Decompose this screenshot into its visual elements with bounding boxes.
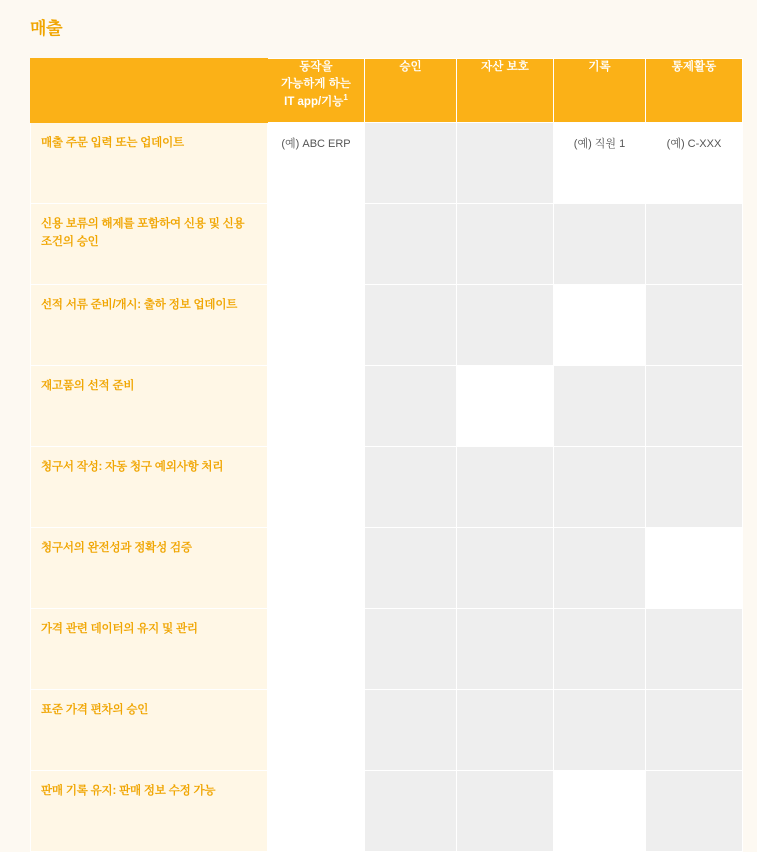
matrix-cell: (예) ABC ERP xyxy=(268,123,365,204)
header-cell-asset-protection: 자산 보호 xyxy=(457,59,554,123)
activity-cell: 표준 가격 편차의 승인 xyxy=(31,690,268,771)
matrix-cell xyxy=(365,690,457,771)
matrix-cell xyxy=(457,771,554,852)
header-cell-record: 기록 xyxy=(554,59,646,123)
matrix-cell xyxy=(268,447,365,528)
matrix-cell xyxy=(646,609,743,690)
matrix-cell: (예) 직원 1 xyxy=(554,123,646,204)
matrix-cell xyxy=(365,285,457,366)
matrix-cell xyxy=(646,285,743,366)
matrix-cell xyxy=(554,204,646,285)
table-row xyxy=(31,204,743,285)
matrix-cell xyxy=(554,366,646,447)
activity-cell: 선적 서류 준비/개시: 출하 정보 업데이트 xyxy=(31,285,268,366)
table-row xyxy=(31,771,743,852)
matrix-cell xyxy=(646,447,743,528)
matrix-cell xyxy=(268,204,365,285)
header-label-it-app-line2: 가능하게 하는 xyxy=(281,77,351,90)
matrix-cell xyxy=(554,447,646,528)
matrix-cell xyxy=(365,204,457,285)
matrix-table-container xyxy=(30,58,727,852)
table-row xyxy=(31,690,743,771)
matrix-cell xyxy=(554,609,646,690)
table-row xyxy=(31,123,743,204)
table-header-row xyxy=(31,59,743,123)
matrix-cell xyxy=(365,771,457,852)
header-cell-activity xyxy=(31,59,268,123)
matrix-cell xyxy=(554,690,646,771)
table-row xyxy=(31,609,743,690)
header-label-it-app-line3: IT app/기능 xyxy=(284,96,344,109)
matrix-cell xyxy=(457,204,554,285)
matrix-cell xyxy=(646,366,743,447)
matrix-cell xyxy=(646,690,743,771)
matrix-cell xyxy=(268,285,365,366)
matrix-cell xyxy=(646,771,743,852)
header-cell-control-activity: 통제활동 xyxy=(646,59,743,123)
table-row xyxy=(31,285,743,366)
matrix-cell xyxy=(365,609,457,690)
matrix-cell xyxy=(646,204,743,285)
matrix-cell xyxy=(365,447,457,528)
matrix-cell xyxy=(554,528,646,609)
table-row xyxy=(31,528,743,609)
header-cell-it-app xyxy=(268,59,365,123)
activity-cell: 청구서의 완전성과 정확성 검증 xyxy=(31,528,268,609)
matrix-cell xyxy=(268,690,365,771)
activity-cell: 가격 관련 데이터의 유지 및 관리 xyxy=(31,609,268,690)
matrix-cell xyxy=(268,609,365,690)
matrix-cell xyxy=(457,528,554,609)
table-body xyxy=(31,123,743,852)
table-row xyxy=(31,366,743,447)
matrix-cell xyxy=(457,123,554,204)
header-superscript: 1 xyxy=(343,93,348,103)
matrix-cell xyxy=(268,528,365,609)
matrix-cell xyxy=(457,366,554,447)
header-cell-approval: 승인 xyxy=(365,59,457,123)
matrix-cell xyxy=(457,690,554,771)
activity-cell: 신용 보류의 해제를 포함하여 신용 및 신용 조건의 승인 xyxy=(31,204,268,285)
activity-cell: 판매 기록 유지: 판매 정보 수정 가능 xyxy=(31,771,268,852)
matrix-cell xyxy=(365,366,457,447)
matrix-cell xyxy=(554,771,646,852)
matrix-cell xyxy=(365,123,457,204)
matrix-cell xyxy=(457,447,554,528)
activity-cell: 매출 주문 입력 또는 업데이트 xyxy=(31,123,268,204)
table-row xyxy=(31,447,743,528)
activity-cell: 청구서 작성: 자동 청구 예외사항 처리 xyxy=(31,447,268,528)
header-label-it-app-line1: 동작을 xyxy=(299,61,333,73)
page-title: 매출 xyxy=(30,19,63,38)
matrix-cell xyxy=(457,609,554,690)
matrix-cell xyxy=(268,771,365,852)
matrix-cell xyxy=(554,285,646,366)
matrix-cell xyxy=(646,528,743,609)
segregation-of-duties-matrix xyxy=(30,58,743,852)
activity-cell: 재고품의 선적 준비 xyxy=(31,366,268,447)
matrix-cell: (예) C-XXX xyxy=(646,123,743,204)
matrix-cell xyxy=(268,366,365,447)
matrix-cell xyxy=(457,285,554,366)
matrix-cell xyxy=(365,528,457,609)
